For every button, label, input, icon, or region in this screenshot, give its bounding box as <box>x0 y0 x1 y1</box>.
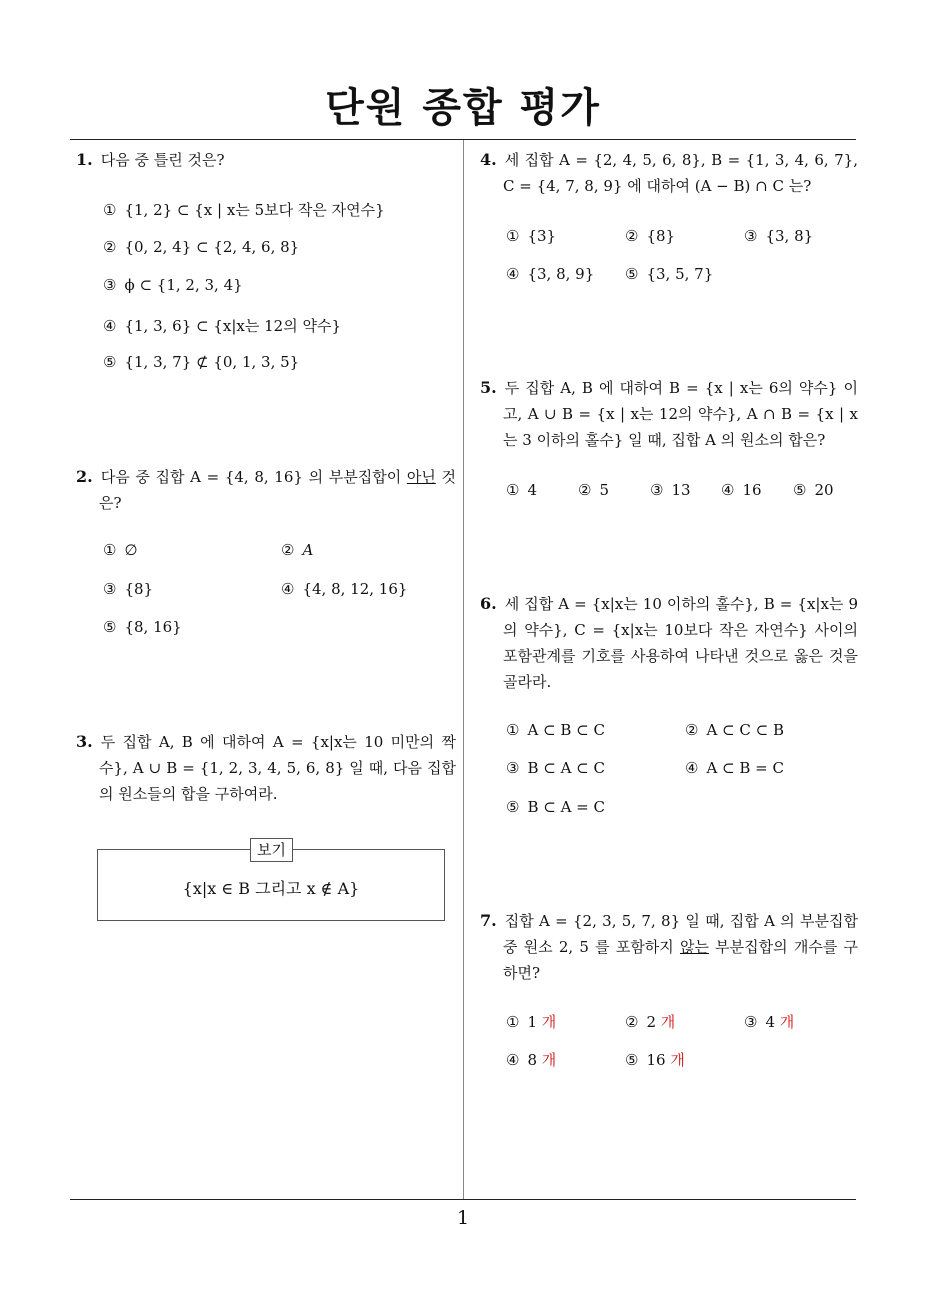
question-3 <box>76 729 456 807</box>
option-1-1[interactable]: ① {1, 2} ⊂ {x | x는 5보다 작은 자연수} <box>103 201 385 219</box>
option-7-1[interactable]: ① 1 개 <box>506 1013 557 1031</box>
underlined-word: 않는 <box>680 938 709 956</box>
option-1-3[interactable]: ③ ϕ ⊂ {1, 2, 3, 4} <box>103 276 243 294</box>
option-4-1[interactable]: ① {3} <box>506 227 557 245</box>
option-7-2[interactable]: ② 2 개 <box>625 1013 676 1031</box>
question-number: 2. <box>76 467 93 486</box>
option-5-5[interactable]: ⑤ 20 <box>793 481 834 499</box>
unit-label: 개 <box>541 1013 557 1031</box>
question-1 <box>76 147 456 173</box>
question-number: 1. <box>76 150 93 169</box>
option-6-3[interactable]: ③ B ⊂ A ⊂ C <box>506 759 605 777</box>
example-box-label: 보기 <box>250 838 293 862</box>
option-2-4[interactable]: ④ {4, 8, 12, 16} <box>281 580 408 598</box>
option-4-2[interactable]: ② {8} <box>625 227 676 245</box>
question-number: 4. <box>480 150 497 169</box>
question-stem: 두 집합 A, B 에 대하여 A = {x|x는 10 미만의 짝수}, A ∪ B = {1, 2, 3, 4, 5, 6, 8} 일 때, 다음 집합의 원소들의 합을 구하여라. <box>99 733 456 803</box>
question-5 <box>480 375 858 453</box>
question-6 <box>480 591 858 695</box>
page-title: 단원 종합 평가 <box>325 85 601 131</box>
question-2: 2. 다음 중 집합 A = {4, 8, 16} 의 부분집합이 아닌 것은? <box>76 467 456 512</box>
option-2-5[interactable]: ⑤ {8, 16} <box>103 618 182 636</box>
option-7-5[interactable]: ⑤ 16 개 <box>625 1051 685 1069</box>
page-number: 1 <box>456 1207 470 1229</box>
option-4-3[interactable]: ③ {3, 8} <box>744 227 814 245</box>
option-4-4[interactable]: ④ {3, 8, 9} <box>506 265 595 283</box>
example-box-content: {x|x ∈ B 그리고 x ∉ A} <box>182 879 360 898</box>
question-number: 5. <box>480 378 497 397</box>
option-2-1[interactable]: ① ∅ <box>103 541 138 559</box>
question-number: 3. <box>76 732 93 751</box>
question-stem: 세 집합 A = {x|x는 10 이하의 홀수}, B = {x|x는 9의 약수}, C = {x|x는 10보다 작은 자연수} 사이의 포함관계를 기호를 사용하여 나타낸 것으로 옳은 것을 골라라. <box>503 595 858 691</box>
unit-label: 개 <box>660 1013 676 1031</box>
column-divider <box>463 140 464 1200</box>
option-5-1[interactable]: ① 4 <box>506 481 537 499</box>
option-5-4[interactable]: ④ 16 <box>721 481 762 499</box>
option-6-1[interactable]: ① A ⊂ B ⊂ C <box>506 721 605 739</box>
option-5-3[interactable]: ③ 13 <box>650 481 691 499</box>
underlined-word: 아닌 <box>406 468 436 486</box>
option-1-4[interactable]: ④ {1, 3, 6} ⊂ {x|x는 12의 약수} <box>103 317 341 335</box>
question-stem: 다음 중 틀린 것은? <box>100 151 225 169</box>
footer-rule <box>70 1199 856 1200</box>
option-1-2[interactable]: ② {0, 2, 4} ⊂ {2, 4, 6, 8} <box>103 238 300 256</box>
option-2-3[interactable]: ③ {8} <box>103 580 154 598</box>
question-4 <box>480 147 858 199</box>
question-stem: 세 집합 A = {2, 4, 5, 6, 8}, B = {1, 3, 4, 6, 7}, C = {4, 7, 8, 9} 에 대하여 (A − B) ∩ C 는? <box>503 151 858 195</box>
question-number: 7. <box>480 911 497 930</box>
question-stem: 두 집합 A, B 에 대하여 B = {x | x는 6의 약수} 이고, A ∪ B = {x | x는 12의 약수}, A ∩ B = {x | x는 3 이하의 홀수} 일 때, 집합 A 의 원소의 합은? <box>503 379 858 449</box>
option-4-5[interactable]: ⑤ {3, 5, 7} <box>625 265 714 283</box>
unit-label: 개 <box>779 1013 795 1031</box>
unit-label: 개 <box>541 1051 557 1069</box>
question-number: 6. <box>480 594 497 613</box>
option-2-2[interactable]: ② A <box>281 541 314 559</box>
option-1-5[interactable]: ⑤ {1, 3, 7} ⊄ {0, 1, 3, 5} <box>103 353 300 371</box>
option-5-2[interactable]: ② 5 <box>578 481 609 499</box>
option-7-4[interactable]: ④ 8 개 <box>506 1051 557 1069</box>
option-6-2[interactable]: ② A ⊂ C ⊂ B <box>685 721 784 739</box>
example-box <box>97 841 445 921</box>
option-6-4[interactable]: ④ A ⊂ B = C <box>685 759 784 777</box>
option-6-5[interactable]: ⑤ B ⊂ A = C <box>506 798 605 816</box>
option-7-3[interactable]: ③ 4 개 <box>744 1013 795 1031</box>
unit-label: 개 <box>670 1051 685 1069</box>
question-7: 7. 집합 A = {2, 3, 5, 7, 8} 일 때, 집합 A 의 부분집합 중 원소 2, 5 를 포함하지 않는 부분집합의 개수를 구하면? <box>480 911 859 982</box>
